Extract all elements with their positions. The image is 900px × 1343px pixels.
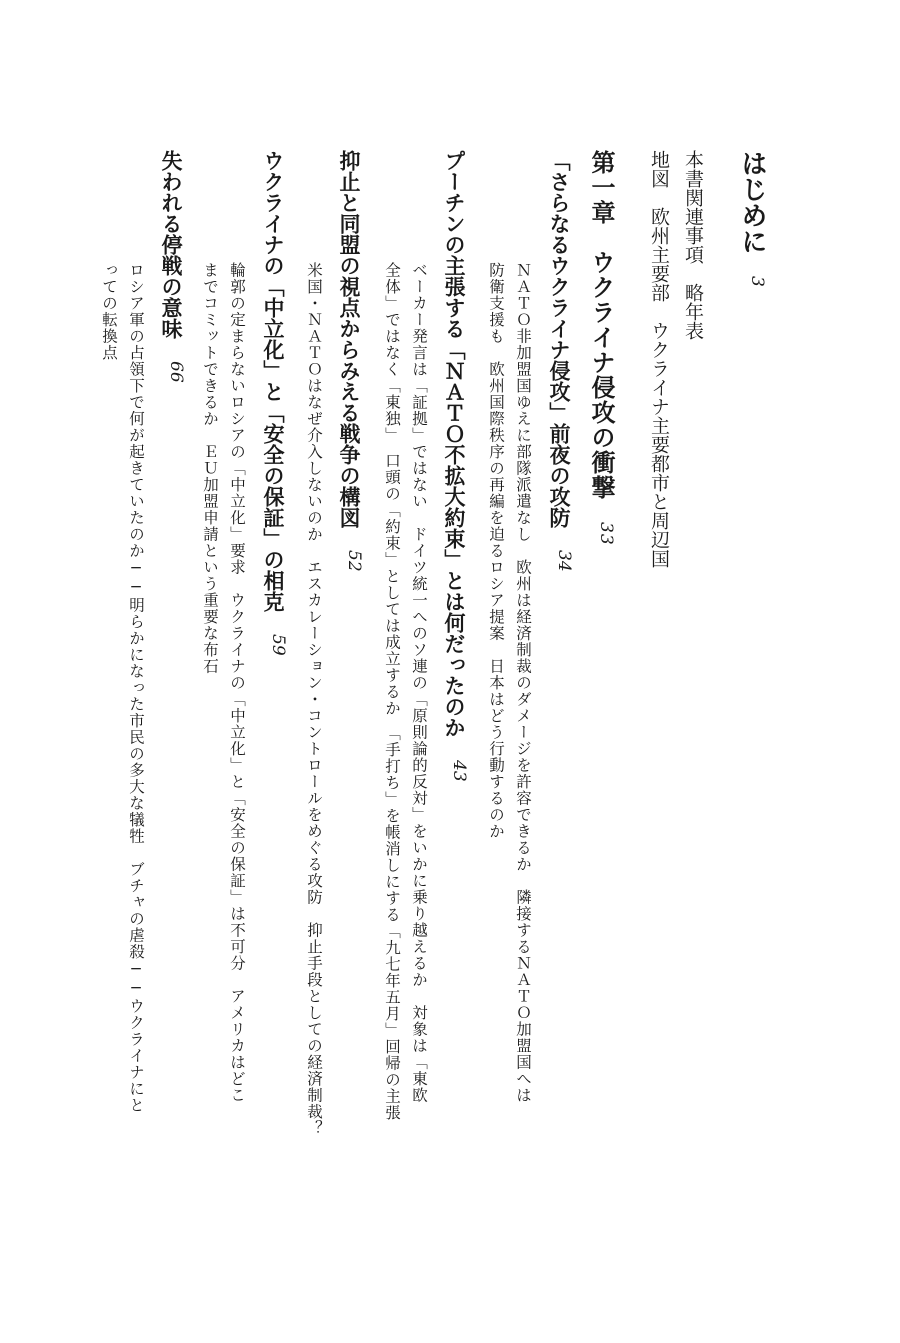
section-title: 「さらなるウクライナ侵攻」前夜の攻防 [547,150,572,528]
intro-page-number: 3 [747,276,767,287]
section-summary-line: までコミットできるか ＥＵ加盟申請という重要な布石 [201,262,219,675]
section-summary-line: 防衛支援も 欧州国際秩序の再編を迫るロシア提案 日本はどう行動するのか [487,262,505,840]
section-summary-line: っての転換点 [100,262,118,361]
section-title: 抑止と同盟の視点からみえる戦争の構図 [337,150,362,528]
chapter-title: 第一章 ウクライナ侵攻の衝撃 [587,150,616,500]
chapter-heading [589,150,614,546]
section-title: 失われる停戦の意味 [159,150,184,339]
section-heading [339,150,362,572]
section-page-number: 66 [166,361,186,383]
section-page-number: 59 [268,634,288,656]
section-summary-line: 米国・ＮＡＴＯはなぜ介入しないのか エスカレーション・コントロールをめぐる攻防 抑止手段としての経済制裁？ [305,262,323,1137]
section-heading [549,150,572,572]
section-heading [444,150,467,782]
section-page-number: 52 [344,550,364,572]
section-title: プーチンの主張する「ＮＡＴＯ不拡大約束」とは何だったのか [442,150,467,738]
section-heading [263,150,286,656]
section-summary-line: ベーカー発言は「証拠」ではない ドイツ統一へのソ連の「原則論的反対」をいかに乗り越えるか 対象は「東欧 [410,262,428,1104]
front-item-maps: 地図 欧州主要部 ウクライナ主要都市と周辺国 [648,150,670,568]
section-summary-line: ロシア軍の占領下で何が起きていたのか──明らかになった市民の多大な犠牲 ブチャの虐殺──ウクライナにと [127,262,145,1114]
intro-heading [739,150,765,287]
section-page-number: 43 [449,760,469,782]
section-summary-line: ＮＡＴＯ非加盟国ゆえに部隊派遣なし 欧州は経済制裁のダメージを許容できるか 隣接するＮＡＴＯ加盟国へは [514,262,532,1104]
section-title: ウクライナの「中立化」と「安全の保証」の相克 [261,150,286,612]
section-summary-line: 輪郭の定まらないロシアの「中立化」要求 ウクライナの「中立化」と「安全の保証」は不可分 アメリカはどこ [228,262,246,1104]
section-page-number: 34 [554,550,574,572]
section-heading [161,150,184,383]
intro-title: はじめに [737,150,767,254]
front-item-chronology: 本書関連事項 略年表 [682,150,704,340]
section-summary-line: 全体」ではなく「東独」 口頭の「約束」としては成立するか 「手打ち」を帳消しにする「九七年五月」回帰の主張 [383,262,401,1121]
chapter-page-number: 33 [596,522,616,546]
